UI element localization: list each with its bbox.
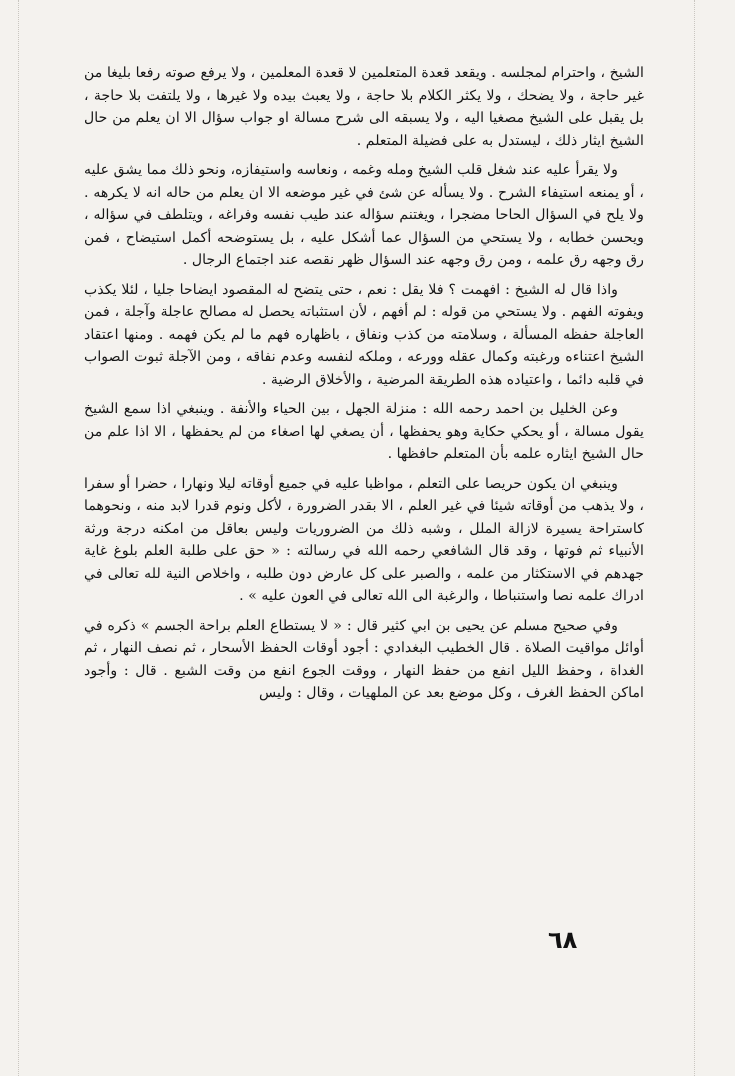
scan-edge-left	[18, 0, 19, 1076]
page-number: ٦٨	[548, 926, 578, 954]
paragraph-diligence: وينبغي ان يكون حريصا على التعلم ، مواظبا عليه في جميع أوقاته ليلا ونهارا ، حضرا أو سفرا ، ولا يذهب من أوقاته شيئا في غير العلم ، الا بقدر الضرورة ، لأكل ونوم قدرا لابد منه ، ونحوهما كاستراحة يسيرة لازالة الملل ، وشبه ذلك من الضروريات وليس بعاقل من امكنه درجة ورثة الأنبياء ثم فوتها ، وقد قال الشافعي رحمه الله في رسالته : « حق على طلبة العلم بلوغ غاية جهدهم في الاستكثار من علمه ، والصبر على كل عارض دون طلبه ، واخلاص النية لله تعالى في ادراك علمه نصا واستنباطا ، والرغبة الى الله تعالى في العون عليه » .	[84, 475, 644, 604]
paragraph-continuation: الشيخ ، واحترام لمجلسه . ويقعد قعدة المتعلمين لا قعدة المعلمين ، ولا يرفع صوته رفعا بليغا من غير حاجة ، ولا يضحك ، ولا يكثر الكلام بلا حاجة ، ولا يعبث بيده ولا غيرها ، ولا يلتفت بلا حاجة ، بل يقبل على الشيخ مصغيا اليه ، ولا يسبقه الى شرح مسالة او جواب سؤال الا ان يعلم من حال الشيخ ايثار ذلك ، ليستدل به على فضيلة المتعلم .	[84, 65, 644, 149]
paragraph-reading-etiquette: ولا يقرأ عليه عند شغل قلب الشيخ ومله وغمه ، ونعاسه واستيفازه، ونحو ذلك مما يشق عليه ، أو يمنعه استيفاء الشرح . ولا يسأله عن شئ في غير موضعه الا ان يعلم من حاله انه لا يكرهه . ولا يلح في السؤال الحاحا مضجرا ، ويغتنم سؤاله عند طيب نفسه وفراغه ، ويتلطف في سؤاله ، ويحسن خطابه ، ولا يستحي من السؤال عما أشكل عليه ، بل يستوضحه أكمل استيضاح ، فمن رق وجهه رق علمه ، ومن رق وجهه عند السؤال ظهر نقصه عند اجتماع الرجال .	[84, 162, 644, 268]
paragraph-khalil-quote: وعن الخليل بن احمد رحمه الله : منزلة الجهل ، بين الحياء والأنفة . وينبغي اذا سمع الشيخ يقول مسالة ، أو يحكي حكاية وهو يحفظها ، أن يصغي لها اصغاء من لم يحفظها ، الا اذا علم من حال الشيخ ايثاره علمه بأن المتعلم حافظها .	[84, 401, 644, 462]
paragraph-memorization-times: وفي صحيح مسلم عن يحيى بن ابي كثير قال : « لا يستطاع العلم براحة الجسم » ذكره في أوائل مواقيت الصلاة . قال الخطيب البغدادي : أجود أوقات الحفظ الأسحار ، ثم نصف النهار ، ثم الغداة ، وحفظ الليل انفع من حفظ النهار ، ووقت الجوع انفع من وقت الشبع . قال : وأجود اماكن الحفظ الغرف ، وكل موضع بعد عن الملهيات ، وقال : وليس	[84, 617, 644, 701]
paragraph-understanding: واذا قال له الشيخ : افهمت ؟ فلا يقل : نعم ، حتى يتضح له المقصود ايضاحا جليا ، لئلا يكذب ويفوته الفهم . ولا يستحي من قوله : لم أفهم ، لأن استثباته يحصل له مصالح عاجلة وآجلة ، فمن العاجلة حفظه المسألة ، وسلامته من كذب ونفاق ، باظهاره فهم ما لم يكن فهمه . ومنها اعتقاد الشيخ اعتناءه ورغبته وكمال عقله وورعه ، وملكه لنفسه وعدم نفاقه ، ومن الآجلة ثبوت الصواب في قلبه دائما ، واعتياده هذه الطريقة المرضية ، والأخلاق الرضية .	[84, 281, 644, 388]
scan-edge-right	[694, 0, 695, 1076]
book-page-text	[84, 62, 644, 1002]
